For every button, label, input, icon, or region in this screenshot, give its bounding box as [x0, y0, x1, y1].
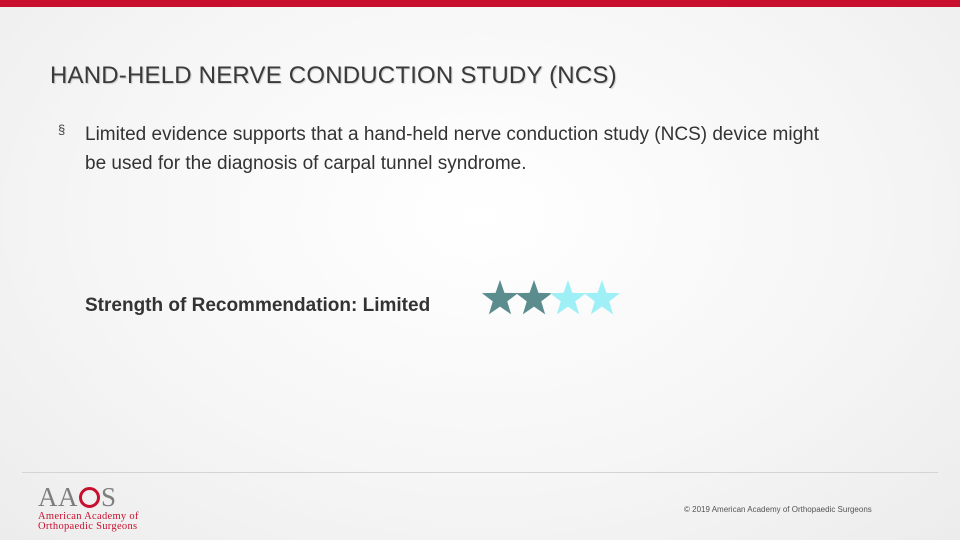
logo-o-ring-icon [79, 487, 100, 508]
aaos-logo [38, 483, 168, 533]
star-rating [481, 280, 631, 318]
star-rating-graphic [481, 280, 631, 318]
star-filled-icon [516, 280, 552, 314]
copyright-notice: © 2019 American Academy of Orthopaedic Surgeons [684, 505, 872, 514]
star-filled-icon [482, 280, 518, 314]
slide-title: HAND-HELD NERVE CONDUCTION STUDY (NCS) [50, 62, 617, 89]
star-empty-icon [584, 280, 620, 314]
logo-line-2: Orthopaedic Surgeons [38, 521, 138, 532]
star-empty-icon [550, 280, 586, 314]
logo-line-1: American Academy of [38, 511, 139, 522]
bullet-marker: § [58, 122, 66, 137]
logo-mark: AA S [38, 481, 117, 512]
strength-label: Strength of Recommendation: Limited [85, 295, 431, 316]
bullet-text: Limited evidence supports that a hand-held nerve conduction study (NCS) device might be used for the diagnosis of carpal tunnel syndrome. [85, 124, 820, 174]
top-accent-bar [0, 0, 960, 7]
footer-divider [22, 472, 938, 473]
